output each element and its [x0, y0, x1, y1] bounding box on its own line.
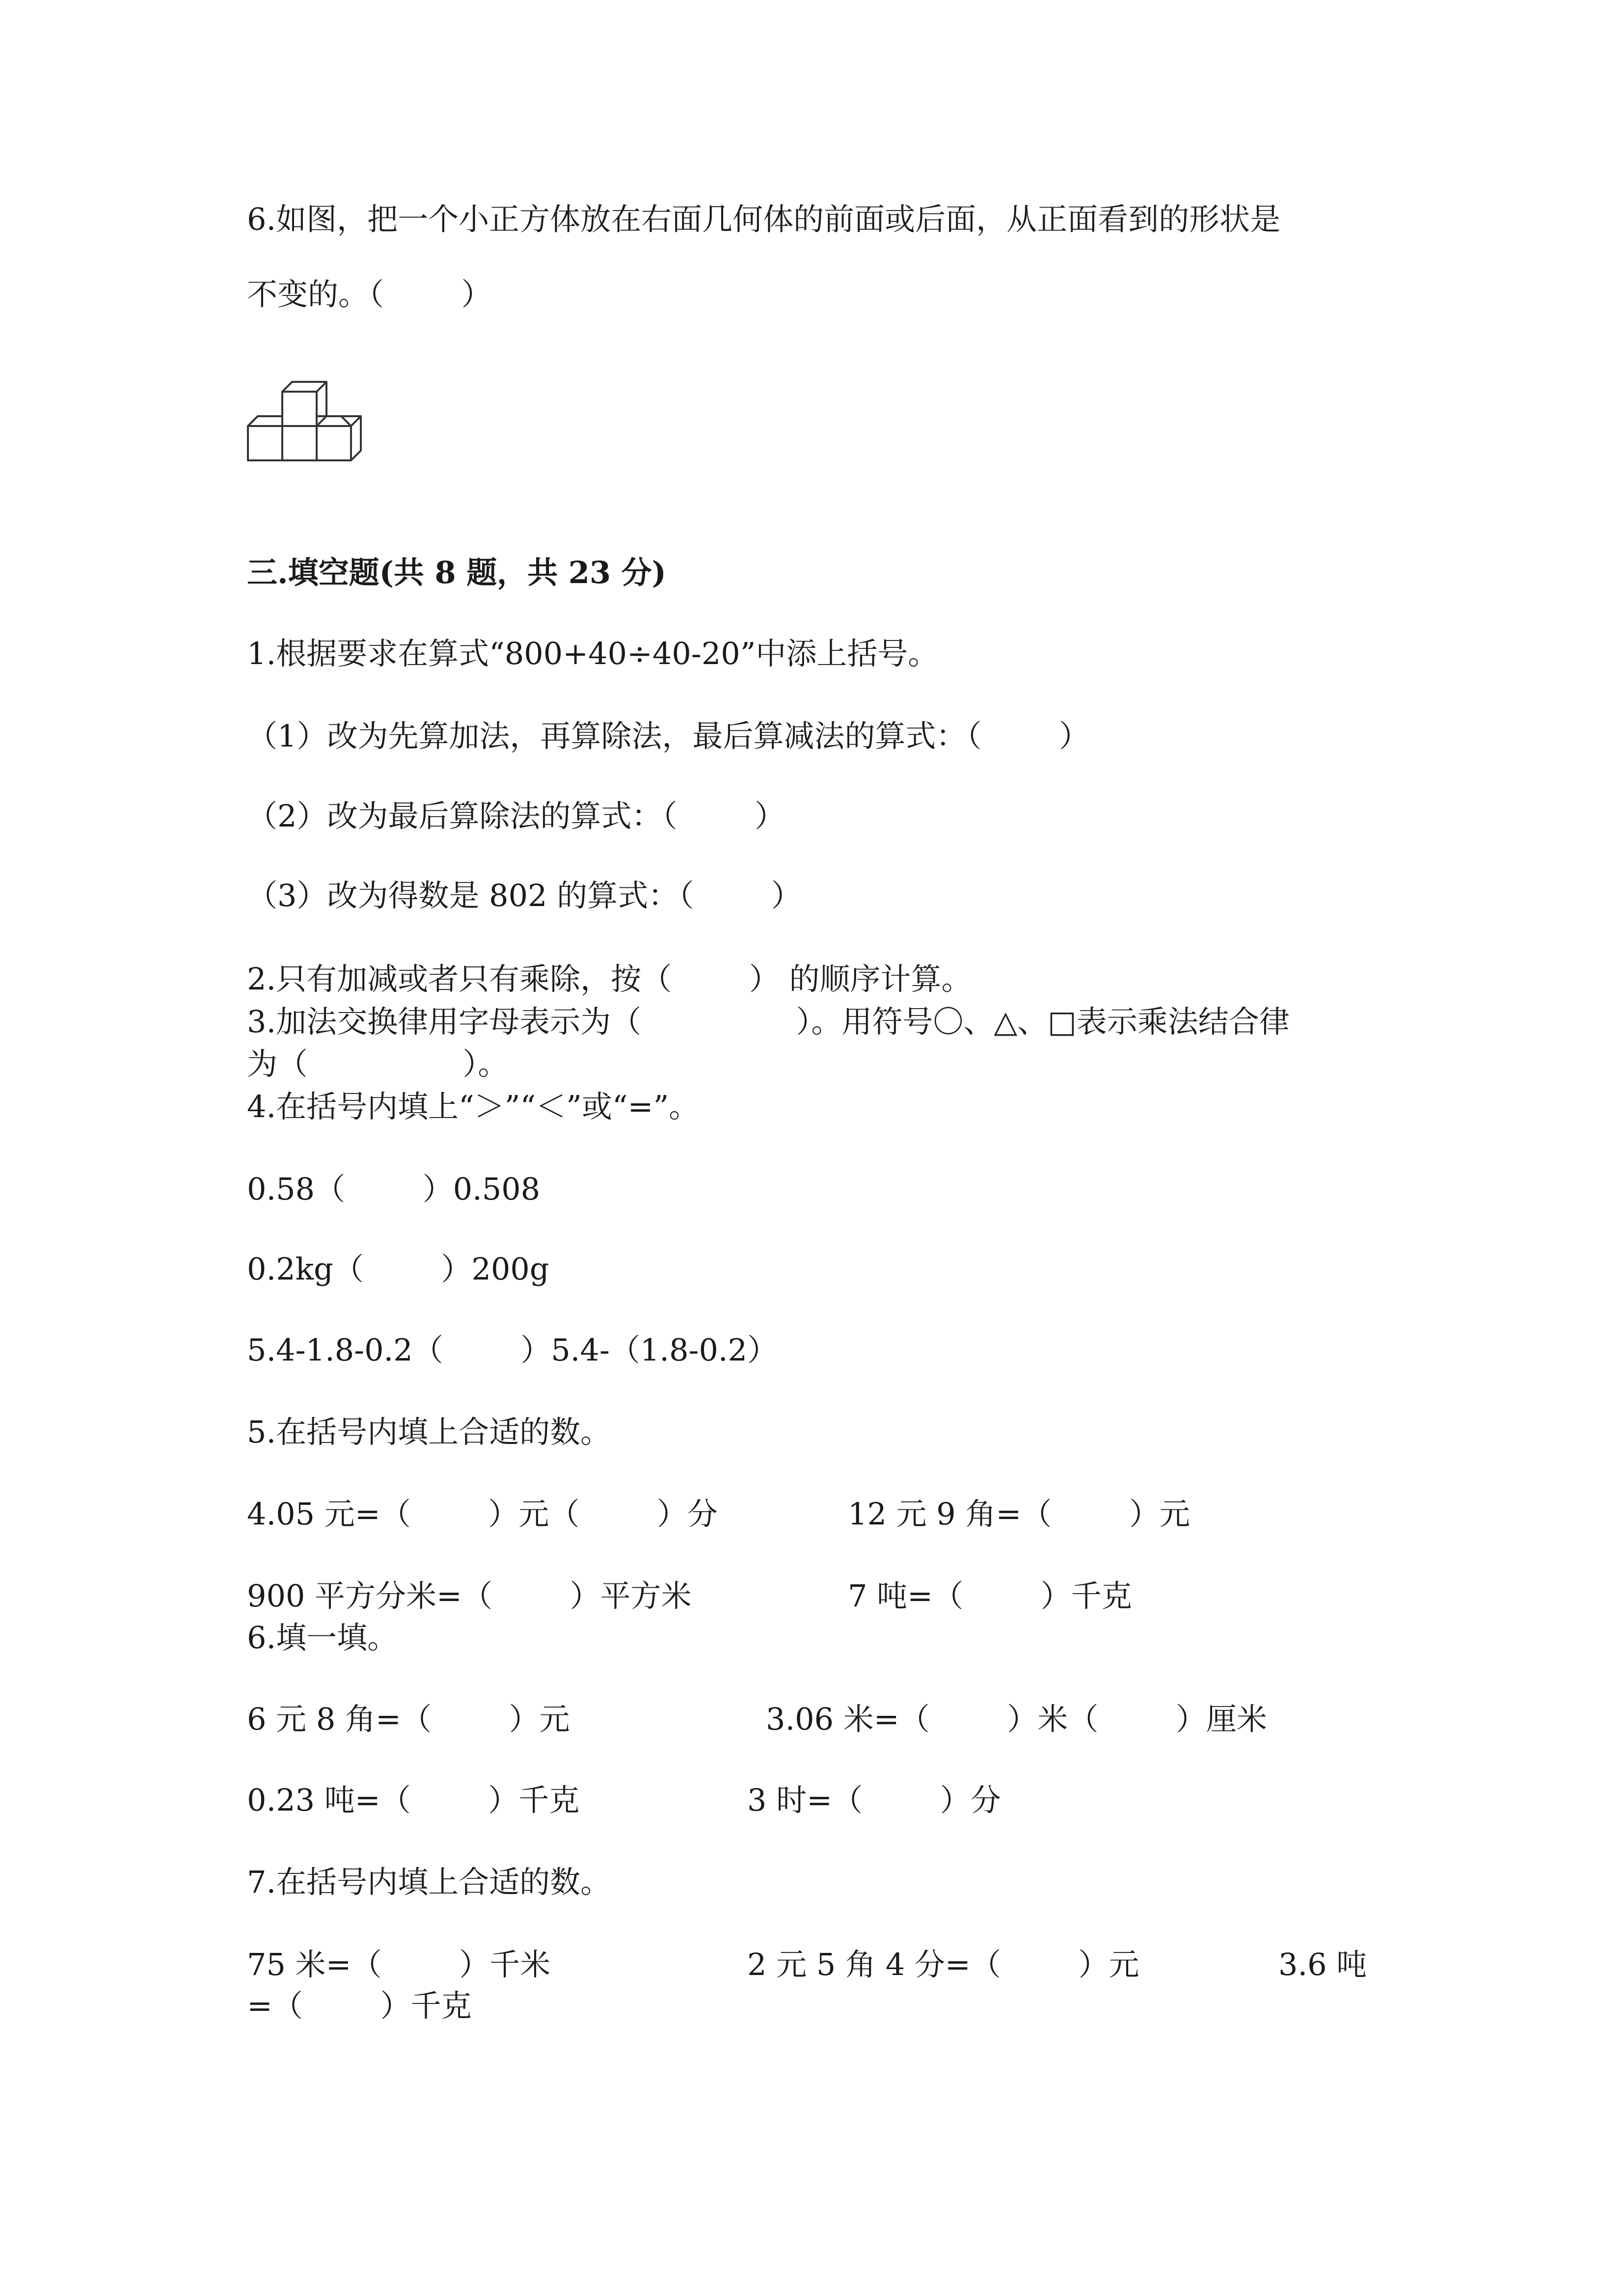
q6-row2-right: 3 时=（ ）分	[747, 1782, 1001, 1818]
q7-row1-c: 3.6 吨	[1278, 1947, 1367, 1982]
q6-fill-stem: 6.填一填。	[247, 1620, 398, 1655]
q1-sub2: （2）改为最后算除法的算式：（ ）	[247, 798, 785, 834]
q7-row1-b: 2 元 5 角 4 分=（ ）元	[747, 1947, 1139, 1982]
q4-item-c: 5.4-1.8-0.2（ ）5.4-（1.8-0.2）	[247, 1332, 778, 1368]
q5-row2-left: 900 平方分米=（ ）平方米	[247, 1578, 692, 1614]
cube-bottom-right	[317, 426, 351, 460]
q6-text-line2: 不变的。（ ）	[247, 276, 492, 312]
q7-row2: =（ ）千克	[247, 1988, 472, 2024]
q1-stem: 1.根据要求在算式“800+40÷40-20”中添上括号。	[247, 636, 939, 671]
q6-row1-left: 6 元 8 角=（ ）元	[247, 1701, 570, 1737]
q2-text: 2.只有加减或者只有乘除，按（ ） 的顺序计算。	[247, 961, 972, 997]
q3-line1: 3.加法交换律用字母表示为（ ）。用符号〇、△、□表示乘法结合律	[247, 1004, 1290, 1040]
q5-row2-right: 7 吨=（ ）千克	[848, 1578, 1132, 1614]
q7-row1-a: 75 米=（ ）千米	[247, 1947, 551, 1982]
cube-bottom-left	[248, 426, 282, 460]
q5-row1-left: 4.05 元=（ ）元（ ）分	[247, 1496, 718, 1532]
q4-item-a: 0.58（ ）0.508	[247, 1171, 541, 1207]
q5-stem: 5.在括号内填上合适的数。	[247, 1414, 611, 1450]
q6-row2-left: 0.23 吨=（ ）千克	[247, 1782, 580, 1818]
stacked-cubes-figure	[245, 378, 378, 476]
q6-row1-right: 3.06 米=（ ）米（ ）厘米	[766, 1701, 1268, 1737]
q4-item-b: 0.2kg（ ）200g	[247, 1251, 549, 1287]
q7-stem: 7.在括号内填上合适的数。	[247, 1864, 611, 1900]
q1-sub3: （3）改为得数是 802 的算式：（ ）	[247, 878, 802, 913]
cube-top	[282, 392, 317, 426]
cube-bottom-middle	[282, 426, 317, 460]
section3-heading: 三.填空题(共 8 题，共 23 分)	[247, 555, 667, 590]
q4-stem: 4.在括号内填上“＞”“＜”或“=”。	[247, 1089, 700, 1124]
q6-text-line1: 6.如图，把一个小正方体放在右面几何体的前面或后面，从正面看到的形状是	[247, 201, 1281, 237]
q5-row1-right: 12 元 9 角=（ ）元	[848, 1496, 1191, 1532]
q1-sub1: （1）改为先算加法，再算除法，最后算减法的算式：（ ）	[247, 718, 1090, 754]
q3-line2: 为（ ）。	[247, 1046, 509, 1082]
